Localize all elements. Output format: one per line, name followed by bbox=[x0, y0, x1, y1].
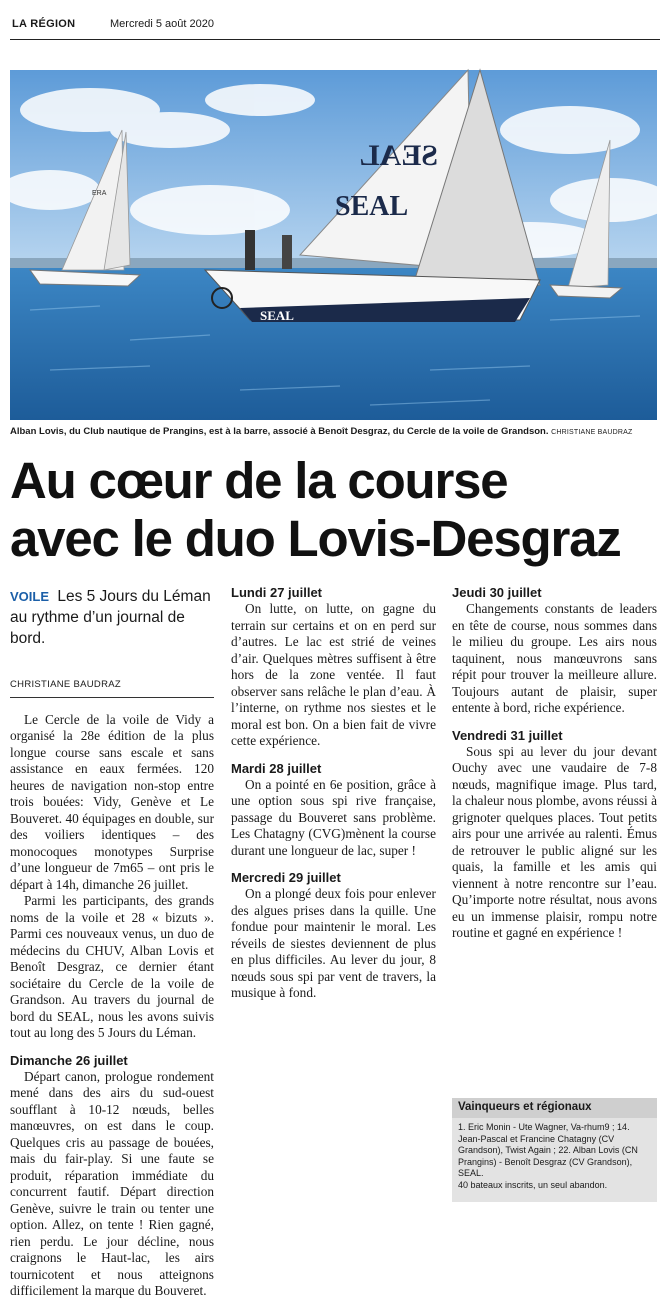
kicker-text: Les 5 Jours du Léman au rythme d’un journal de bord. bbox=[10, 588, 211, 647]
subhead-friday: Vendredi 31 juillet bbox=[452, 727, 563, 743]
kicker-tag: VOILE bbox=[10, 589, 50, 604]
intro-paragraph-2: Parmi les participants, des grands noms de la voile et 28 « bizuts ». Parmi ces nouveaux venus, un duo de médecins du CHUV, Alban Lovis et Benoît Desgraz, ce dernier étant sociétaire du Cercle de la voile de Grandson. Au travers du journal de bord du SEAL, nous les avons suivis tout au long des 5 Jours du Léman. bbox=[10, 893, 214, 1040]
thursday-paragraph: Changements constants de leaders en tête de course, nous sommes dans le milieu du groupe. Les airs nous taquinent, nous manœuvrons sans répit pour trouver la meilleure allure. Toujours autant de plaisir, super entente à bord, riche expérience. bbox=[452, 601, 657, 715]
section-name: LA RÉGION bbox=[12, 18, 76, 30]
kicker bbox=[10, 586, 214, 649]
photo-credit: CHRISTIANE BAUDRAZ bbox=[551, 429, 633, 436]
column-1 bbox=[10, 584, 214, 1300]
column-2 bbox=[231, 584, 436, 1002]
sailing-photo bbox=[10, 70, 657, 420]
results-box bbox=[452, 1098, 657, 1202]
author-byline: CHRISTIANE BAUDRAZ bbox=[10, 677, 214, 698]
issue-date: Mercredi 5 août 2020 bbox=[110, 18, 214, 30]
headline-line-1: Au cœur de la course bbox=[10, 452, 508, 509]
results-note: 40 bateaux inscrits, un seul abandon. bbox=[458, 1179, 608, 1190]
subhead-thursday: Jeudi 30 juillet bbox=[452, 585, 542, 600]
column-3 bbox=[452, 584, 657, 942]
subhead-monday: Lundi 27 juillet bbox=[231, 585, 323, 600]
svg-text:ERA: ERA bbox=[92, 190, 107, 197]
subhead-wednesday: Mercredi 29 juillet bbox=[231, 870, 341, 885]
svg-text:SEAL: SEAL bbox=[260, 308, 294, 323]
subhead-sunday: Dimanche 26 juillet bbox=[10, 1052, 128, 1068]
tuesday-paragraph: On a pointé en 6e position, grâce à une option sous spi rive française, passage du Bouveret sans problème. Les Chatagny (CVG)mènent la course durant une longueur de lac, super ! bbox=[231, 776, 436, 858]
friday-paragraph: Sous spi au lever du jour devant Ouchy avec une vaudaire de 7-8 nœuds, magnifique image. Plus tard, la chaleur nous plombe, avons réussi à grignoter quelques places. Tout petits airs pour une arrivée au ralenti. Émus de retrouver le public aligné sur les quais, la famille et les amis qui viennent à notre rencontre sur l’eau. Qu’importe notre résultat, nous avons eu un immense plaisir, rompu notre routine et gagné en expérience ! bbox=[452, 743, 657, 940]
svg-text:SEAL: SEAL bbox=[335, 191, 409, 222]
results-box-body bbox=[452, 1118, 657, 1196]
page-header bbox=[10, 14, 660, 40]
caption-text: Alban Lovis, du Club nautique de Prangins, est à la barre, associé à Benoît Desgraz, du Cercle de la voile de Grandson. bbox=[10, 426, 549, 437]
subhead-tuesday: Mardi 28 juillet bbox=[231, 760, 322, 776]
article-headline bbox=[10, 452, 660, 568]
wednesday-paragraph: On a plongé deux fois pour enlever des algues prises dans la quille. Une fondue pour maintenir le moral. Les réveils de siestes deviennent de plus en plus difficiles. Au lever du jour, 8 nœuds sous spi par vent de travers, la musique à fond. bbox=[231, 886, 436, 1000]
results-box-title: Vainqueurs et régionaux bbox=[452, 1098, 657, 1118]
monday-paragraph: On lutte, on lutte, on gagne du terrain sur certains et on en perd sur d’autres. Le lac est strié de veines d’air. Quelques mètres suffisent à être hors de la zone ventée. Il faut observer sans relâche le plan d’eau. À l’interne, on rythme nos siestes et le moral est bon. On a bien fait de vivre cette expérience. bbox=[231, 601, 436, 748]
photo-caption bbox=[10, 426, 660, 437]
intro-paragraph-1: Le Cercle de la voile de Vidy a organisé la 28e édition de la plus longue course sans escale et sans assistance en eaux fermées. 120 heures de navigation non-stop entre trois bouées: Vidy, Genève et Le Bouveret. 40 équipages en double, sur des voiliers identiques – des monocoques monotypes Surprise d’une longueur de 7m65 – ont pris le départ à 14h, dimanche 26 juillet. bbox=[10, 711, 214, 892]
results-list: 1. Eric Monin - Ute Wagner, Va-rhum9 ; 14. Jean-Pascal et Francine Chatagny (CV Grandson), Twist Again ; 22. Alban Lovis (CN Prangins) - Benoît Desgraz (CV Grandson), SEAL. bbox=[458, 1122, 638, 1179]
sunday-paragraph: Départ canon, prologue rondement mené dans des airs du sud-ouest soufflant à 10-12 nœuds, belles manœuvres, on est dans le coup. Quelques cris au passage de bouées, mais du fair-play. Si une faute se produit, réparation immédiate du concurrent fautif. Départ direction Genève, suivre le train ou tenter une option. Allez, on tente ! Rien gagné, rien perdu. Le jour décline, nous craignons le Haut-lac, les airs tournicotent et nous atteignons difficilement la marque du Bouveret. bbox=[10, 1068, 214, 1298]
headline-line-2: avec le duo Lovis-Desgraz bbox=[10, 510, 621, 567]
svg-text:SEAL: SEAL bbox=[359, 139, 438, 172]
